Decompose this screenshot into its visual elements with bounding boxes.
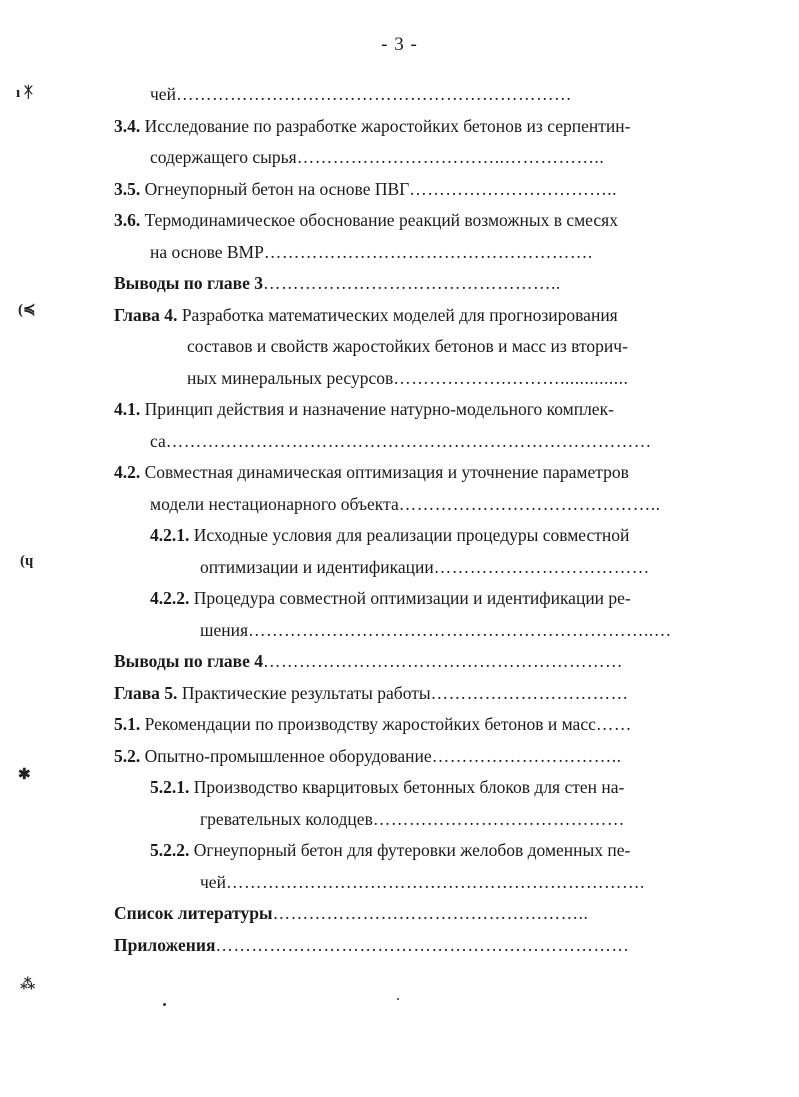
toc-entry: Выводы по главе 3………………………………………….. [114, 273, 561, 293]
toc-entry: Приложения…………………………………………………………… [114, 935, 630, 955]
toc-entry: Выводы по главе 4…………………………………………………… [114, 651, 623, 671]
toc-entry: 5.2.2. Огнеупорный бетон для футеровки желобов доменных пе- [150, 840, 631, 860]
page-number: - 3 - [381, 34, 418, 55]
toc-entry: Список литературы…………………………………………….. [114, 903, 589, 923]
toc-entry: 3.6. Термодинамическое обоснование реакций возможных в смесях [114, 210, 618, 230]
toc-entry: 4.2.2. Процедура совместной оптимизации и идентификации ре- [150, 588, 631, 608]
toc-entry: 5.1. Рекомендации по производству жаростойких бетонов и масс…… [114, 714, 632, 734]
toc-entry: 3.4. Исследование по разработке жаростойких бетонов из серпентин- [114, 116, 631, 136]
binding-mark: ⁂ [20, 977, 36, 993]
binding-mark: ı ᛡ [16, 85, 33, 101]
scan-speck [397, 998, 399, 1000]
scan-speck [163, 1003, 166, 1006]
toc-entry: составов и свойств жаростойких бетонов и масс из вторич- [187, 336, 628, 356]
toc-entry: са……………………………………………………………………… [150, 431, 652, 451]
toc-entry: ных минеральных ресурсов……………….……….............. [187, 368, 629, 388]
toc-entry: гревательных колодцев…………………………………… [200, 809, 625, 829]
binding-mark: (ɥ [20, 553, 34, 569]
toc-entry: шения…………………………………………………………..… [200, 620, 672, 640]
binding-mark: (≼ [18, 302, 36, 318]
toc-entry: оптимизации и идентификации……………………………… [200, 557, 650, 577]
toc-entry: 4.2.1. Исходные условия для реализации процедуры совместной [150, 525, 630, 545]
toc-entry: Глава 4. Разработка математических моделей для прогнозирования [114, 305, 618, 325]
toc-entry: 5.2. Опытно-промышленное оборудование………………………….. [114, 746, 622, 766]
toc-entry: чей……………………………………………………………. [200, 872, 645, 892]
toc-entry: 3.5. Огнеупорный бетон на основе ПВГ…………………………….. [114, 179, 618, 199]
toc-entry: 4.2. Совместная динамическая оптимизация и уточнение параметров [114, 462, 629, 482]
toc-entry: 4.1. Принцип действия и назначение натурно-модельного комплек- [114, 399, 614, 419]
toc-entry: чей………………………………………………………… [150, 84, 572, 104]
toc-entry: Глава 5. Практические результаты работы…………………………… [114, 683, 629, 703]
toc-entry: на основе ВМР………………………………………………. [150, 242, 593, 262]
binding-mark: ✱ [18, 767, 31, 783]
toc-entry: 5.2.1. Производство кварцитовых бетонных блоков для стен на- [150, 777, 625, 797]
toc-entry: содержащего сырья……………………………..…………….. [150, 147, 605, 167]
toc-entry: модели нестационарного объекта…………………………………….. [150, 494, 661, 514]
